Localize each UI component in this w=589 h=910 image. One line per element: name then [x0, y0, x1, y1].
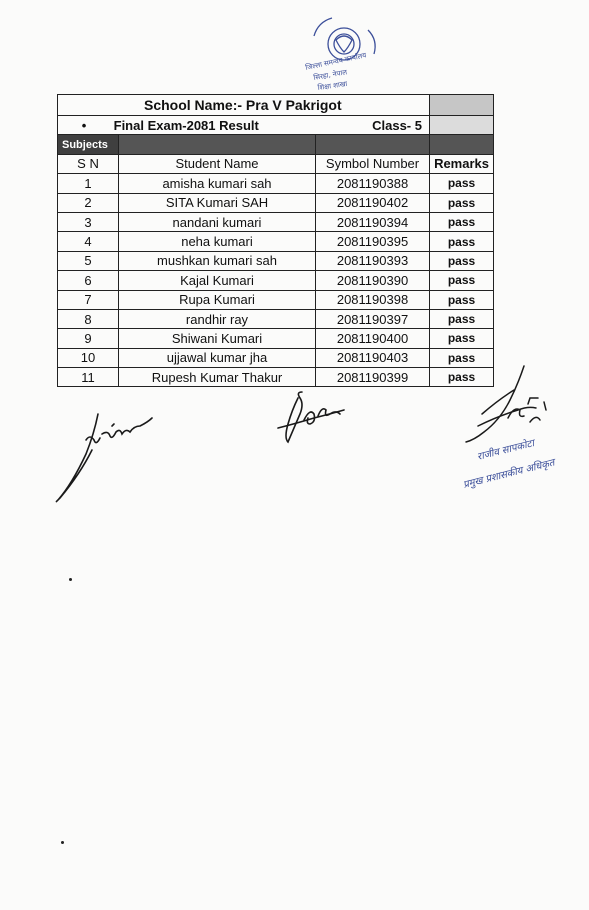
svg-text:सिरहा, नेपाल: सिरहा, नेपाल — [312, 68, 348, 82]
col-remarks: Remarks — [430, 154, 494, 173]
stray-dot — [61, 841, 64, 844]
sn-cell: 9 — [58, 329, 119, 348]
symbol-cell: 2081190393 — [316, 251, 430, 270]
name-cell: Shiwani Kumari — [119, 329, 316, 348]
office-seal-stamp — [292, 14, 388, 100]
symbol-cell: 2081190394 — [316, 212, 430, 231]
table-row — [58, 174, 494, 193]
remark-cell: pass — [430, 271, 494, 290]
exam-row — [58, 116, 494, 135]
name-cell: neha kumari — [119, 232, 316, 251]
sn-cell: 5 — [58, 251, 119, 270]
subjects-band-2 — [316, 135, 430, 154]
sn-cell: 6 — [58, 271, 119, 290]
col-symbol-number: Symbol Number — [316, 154, 430, 173]
name-cell: nandani kumari — [119, 212, 316, 231]
name-cell: amisha kumari sah — [119, 174, 316, 193]
name-cell: SITA Kumari SAH — [119, 193, 316, 212]
remark-cell: pass — [430, 368, 494, 387]
stray-dot — [69, 578, 72, 581]
symbol-cell: 2081190388 — [316, 174, 430, 193]
table-row — [58, 212, 494, 231]
sn-cell: 4 — [58, 232, 119, 251]
sn-cell: 2 — [58, 193, 119, 212]
sn-cell: 8 — [58, 309, 119, 328]
exam-title: Final Exam-2081 Result — [113, 117, 259, 133]
bullet-mark: • — [81, 117, 87, 133]
result-table — [57, 94, 494, 387]
name-cell: Rupa Kumari — [119, 290, 316, 309]
exam-grey-cell — [430, 116, 494, 135]
sn-cell: 3 — [58, 212, 119, 231]
seal-line-1: राजीव सापकोटा — [476, 438, 536, 463]
sn-cell: 1 — [58, 174, 119, 193]
sn-cell: 7 — [58, 290, 119, 309]
name-cell: Rupesh Kumar Thakur — [119, 368, 316, 387]
remark-cell: pass — [430, 212, 494, 231]
table-row — [58, 309, 494, 328]
exam-info-cell — [58, 116, 430, 135]
symbol-cell: 2081190395 — [316, 232, 430, 251]
symbol-cell: 2081190403 — [316, 348, 430, 367]
subjects-row — [58, 135, 494, 154]
table-row — [58, 290, 494, 309]
signature-middle — [274, 384, 350, 450]
column-header-row — [58, 154, 494, 173]
sn-cell: 11 — [58, 368, 119, 387]
remark-cell: pass — [430, 348, 494, 367]
school-name: School Name:- Pra V Pakrigot — [58, 95, 430, 116]
name-cell: ujjawal kumar jha — [119, 348, 316, 367]
symbol-cell: 2081190397 — [316, 309, 430, 328]
table-row — [58, 348, 494, 367]
svg-text:शिक्षा शाखा: शिक्षा शाखा — [317, 79, 348, 92]
header-grey-cell — [430, 95, 494, 116]
sn-cell: 10 — [58, 348, 119, 367]
table-row — [58, 232, 494, 251]
remark-cell: pass — [430, 193, 494, 212]
school-row — [58, 95, 494, 116]
name-cell: mushkan kumari sah — [119, 251, 316, 270]
signature-left — [50, 404, 160, 508]
col-sn: S N — [58, 154, 119, 173]
symbol-cell: 2081190398 — [316, 290, 430, 309]
symbol-cell: 2081190399 — [316, 368, 430, 387]
subjects-band-1 — [119, 135, 316, 154]
name-cell: Kajal Kumari — [119, 271, 316, 290]
table-row — [58, 193, 494, 212]
seal-line-2: प्रमुख प्रशासकीय अधिकृत — [462, 457, 556, 491]
table-row — [58, 271, 494, 290]
subjects-label: Subjects — [58, 135, 119, 154]
table-row — [58, 329, 494, 348]
symbol-cell: 2081190390 — [316, 271, 430, 290]
table-row — [58, 251, 494, 270]
col-student-name: Student Name — [119, 154, 316, 173]
remark-cell: pass — [430, 174, 494, 193]
symbol-cell: 2081190402 — [316, 193, 430, 212]
symbol-cell: 2081190400 — [316, 329, 430, 348]
signature-right-with-seal — [458, 360, 570, 500]
remark-cell: pass — [430, 251, 494, 270]
subjects-band-3 — [430, 135, 494, 154]
remark-cell: pass — [430, 309, 494, 328]
svg-text:जिल्ला समन्वय कार्यालय: जिल्ला समन्वय कार्यालय — [304, 51, 368, 72]
remark-cell: pass — [430, 232, 494, 251]
remark-cell: pass — [430, 290, 494, 309]
class-label: Class- 5 — [372, 117, 422, 133]
remark-cell: pass — [430, 329, 494, 348]
name-cell: randhir ray — [119, 309, 316, 328]
